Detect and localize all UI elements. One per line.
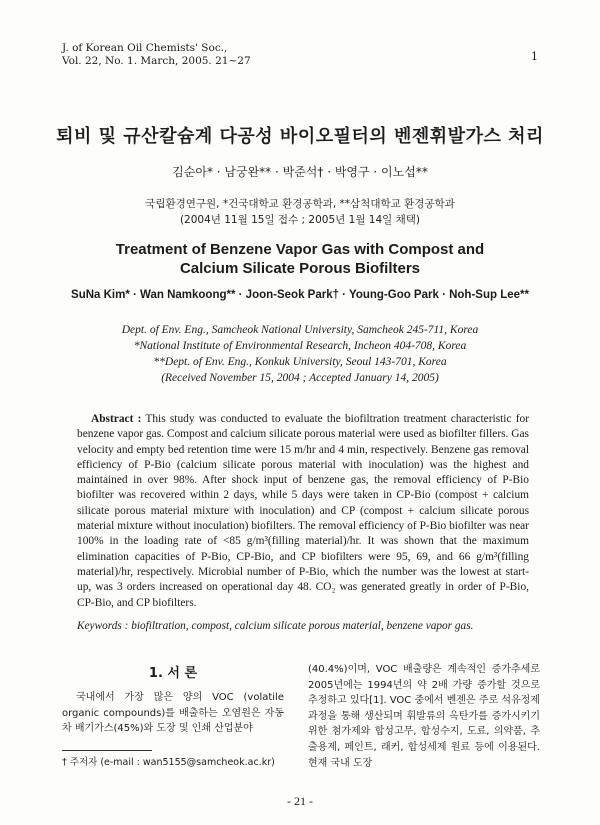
affiliation-line: *National Institute of Environmental Research, Incheon 404-708, Korea [133,340,467,352]
left-column-text [62,690,284,737]
page-number: 1 [531,50,538,63]
affiliations-english [0,322,600,386]
abstract-label: Abstract : [91,413,142,425]
right-column-text [308,662,540,771]
footnote: † 주저자 (e-mail : wan5155@samcheok.ac.kr) [62,757,275,768]
footnote-rule [62,750,152,751]
section-heading: 1. 서 론 [148,666,198,681]
title-english [0,240,600,278]
abstract-text: This study was conducted to evaluate the biofiltration treatment characteristic for benzene vapor gas. Compost and calcium silicate porous material were used as biofilter fillers. Gas velocity and empty bed retention time were 15 m/hr and 4 min, respectively. Benzene gas removal efficiency of P-Bio (calcium silicate porous material with inoculation) was the highest and maintained in over 98%. After shock input of benzene gas, the removal efficiency of P-Bio biofilter was recovered within 2 days, while 5 days were taken in CP-Bio (compost + calcium silicate porous material mixture with inoculation) and CP (compost + calcium silicate porous material mixture without inoculation) biofilters. The removal efficiency of P-Bio biofilter was near 100% in the loading rate of <85 g/m³(filling material)/hr. It was shown that the maximum elimination capacities of P-Bio, CP-Bio, and CP biofilters were 95, 69, and 66 g/m³(filling material)/hr, respectively. Microbial number of P-Bio, which the number was the lowest at start-up, was 3 orders increased on operational day 48. CO₂ was generated greatly in order of P-Bio, CP-Bio, and CP biofilters. [77,413,529,609]
affiliation-line: **Dept. of Env. Eng., Konkuk University, Seoul 143-701, Korea [153,356,447,368]
title-korean: 퇴비 및 규산칼슘계 다공성 바이오필터의 벤젠휘발가스 처리 [56,126,544,147]
title-english-line-1: Treatment of Benzene Vapor Gas with Compost and [115,241,485,258]
affiliation-line: Dept. of Env. Eng., Samcheok National University, Samcheok 245-711, Korea [121,324,479,336]
dates-korean: (2004년 11월 15일 접수 ; 2005년 1월 14일 채택) [179,214,421,226]
received-dates: (Received November 15, 2004 ; Accepted January 14, 2005) [161,372,439,384]
journal-line-1: J. of Korean Oil Chemists' Soc., [62,42,228,54]
affiliation-korean: 국립환경연구원, *건국대학교 환경공학과, **삼척대학교 환경공학과 [145,198,455,210]
right-column-paragraph: (40.4%)이며, VOC 배출량은 계속적인 증가추세로 2005년에는 1994년의 약 2배 가량 증가할 것으로 추정하고 있다[1]. VOC 중에서 벤젠은 주로 석유정제 과정을 통해 생산되며 휘발류의 옥탄가를 증가시키기 위한 첨가제와 합성고무, 합성수지, 도료, 의약품, 추출용제, 페인트, 래커, 합성세제 원료 등에 이용된다. 현재 국내 도장 [308,664,540,769]
abstract [77,412,529,611]
title-english-line-2: Calcium Silicate Porous Biofilters [179,260,421,277]
authors-english: SuNa Kim* · Wan Namkoong** · Joon-Seok Park† · Young-Goo Park · Noh-Sup Lee** [71,289,529,301]
folio: - 21 - [287,794,313,808]
keywords-label: Keywords : [77,620,129,632]
journal-citation [62,42,251,68]
left-column-paragraph: 국내에서 가장 많은 양의 VOC (volatile organic compounds)를 배출하는 오염원은 자동차 배기가스(45%)와 도장 및 인쇄 산업분야 [62,692,284,734]
affiliation-korean-block [0,196,600,228]
journal-line-2: Vol. 22, No. 1. March, 2005. 21~27 [62,55,251,67]
authors-korean: 김순아* · 남궁완** · 박준석† · 박영구 · 이노섭** [172,165,428,179]
keywords [77,620,537,632]
keywords-text: biofiltration, compost, calcium silicate porous material, benzene vapor gas. [131,620,474,632]
